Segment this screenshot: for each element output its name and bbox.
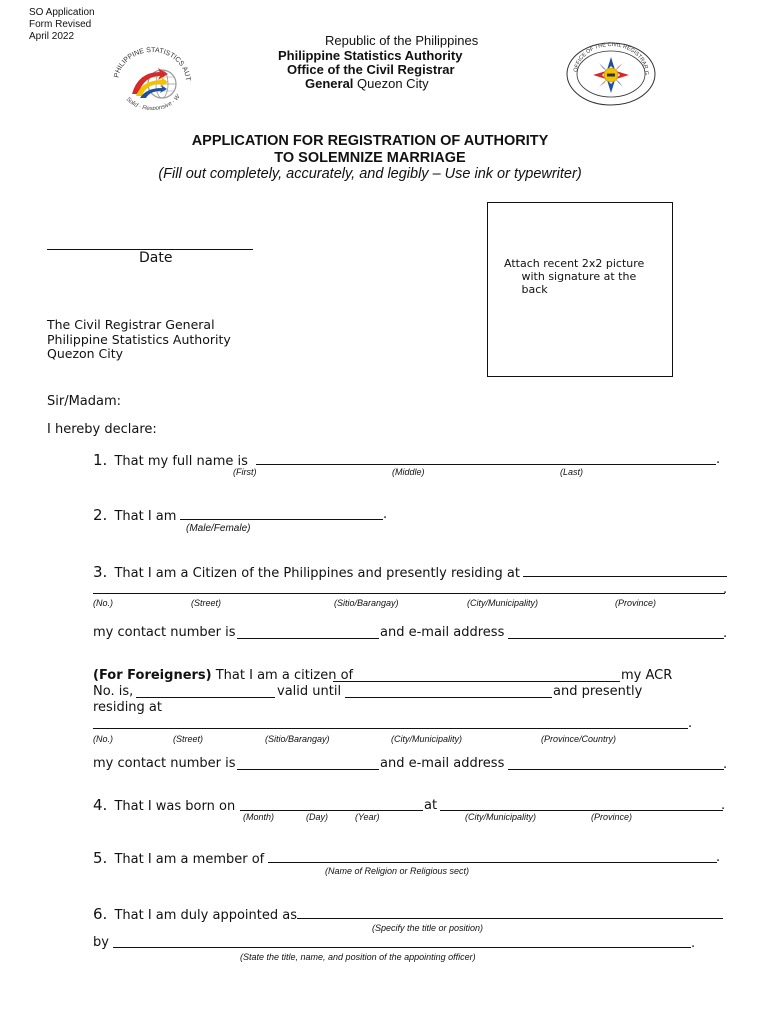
- ocrg-seal-ring-text: OFFICE OF THE CIVIL REGISTRAR G: [573, 41, 650, 76]
- presently-label: and presently: [553, 684, 643, 699]
- declare-text: I hereby declare:: [47, 422, 157, 437]
- item-5: [93, 849, 264, 867]
- caption-religion: (Name of Religion or Religious sect): [325, 866, 470, 876]
- full-name-field[interactable]: [256, 464, 716, 465]
- psa-logo-motto: Solid · Responsive · W: [124, 93, 182, 110]
- caption-sitio: (Sitio/Barangay): [265, 734, 330, 744]
- item-6-period: .: [691, 936, 696, 951]
- caption-province-country: (Province/Country): [541, 734, 617, 744]
- valid-until-label: valid until: [277, 684, 342, 699]
- form-id-line: Form Revised: [29, 19, 92, 30]
- addressee-line: Quezon City: [47, 346, 124, 361]
- header-general: General: [305, 76, 354, 91]
- header-office: Office of the Civil Registrar: [287, 62, 455, 77]
- foreigner-text: That I am a citizen of: [211, 668, 354, 683]
- caption-last: (Last): [560, 467, 584, 477]
- item-6: [93, 905, 297, 923]
- form-id-line: SO Application: [29, 7, 95, 18]
- item-1: [93, 451, 248, 469]
- caption-middle: (Middle): [392, 467, 425, 477]
- caption-city: (City/Municipality): [391, 734, 463, 744]
- psa-logo-ring-text: PHILIPPINE STATISTICS AUT: [113, 46, 192, 82]
- item-3-number: 3.: [93, 563, 108, 581]
- caption-appointing-officer: (State the title, name, and position of the appointing officer): [240, 952, 476, 962]
- item-1-text: That my full name is: [114, 454, 248, 469]
- caption-month: (Month): [243, 812, 275, 822]
- caption-street: (Street): [191, 598, 222, 608]
- birth-date-field[interactable]: [240, 810, 423, 811]
- appointing-officer-field[interactable]: [113, 947, 691, 948]
- valid-until-field[interactable]: [345, 697, 552, 698]
- item-6-number: 6.: [93, 905, 108, 923]
- item-6-text: That I am duly appointed as: [114, 908, 297, 923]
- contact-period: .: [723, 626, 728, 641]
- by-label: by: [93, 935, 109, 950]
- foreigner-line-1: [93, 668, 353, 683]
- item-4-text: That I was born on: [114, 799, 236, 814]
- caption-no: (No.): [93, 734, 113, 744]
- item-1-period: .: [716, 452, 721, 467]
- caption-province: (Province): [615, 598, 657, 608]
- form-title: [0, 133, 740, 167]
- item-2-text: That I am: [114, 509, 177, 524]
- addressee: [47, 318, 231, 362]
- foreigner-tag: (For Foreigners): [93, 668, 212, 683]
- photo-box-instruction: Attach recent 2x2 picture with signature at the back: [504, 257, 645, 296]
- item-2-period: .: [383, 507, 388, 522]
- item-2-number: 2.: [93, 506, 108, 524]
- date-label: Date: [139, 250, 173, 266]
- item-5-text: That I am a member of: [114, 852, 265, 867]
- foreign-contact-number-field[interactable]: [237, 769, 379, 770]
- acr-number-field[interactable]: [136, 697, 275, 698]
- contact-period: .: [723, 757, 728, 772]
- form-id-line: April 2022: [29, 31, 75, 42]
- item-2: [93, 506, 176, 524]
- form-instruction: (Fill out completely, accurately, and legibly – Use ink or typewriter): [158, 166, 582, 182]
- acr-no-label: No. is,: [93, 684, 134, 699]
- caption-province: (Province): [591, 812, 633, 822]
- item-3: [93, 563, 520, 581]
- form-title-line1: APPLICATION FOR REGISTRATION OF AUTHORITY: [191, 133, 549, 149]
- item-1-number: 1.: [93, 451, 108, 469]
- form-id: [29, 7, 95, 43]
- residence-field-a[interactable]: [523, 576, 727, 577]
- caption-no: (No.): [93, 598, 113, 608]
- header-location: [305, 76, 429, 91]
- caption-title-position: (Specify the title or position): [372, 923, 484, 933]
- item-5-period: .: [716, 850, 721, 865]
- salutation: Sir/Madam:: [47, 394, 122, 409]
- appointed-as-field[interactable]: [297, 918, 723, 919]
- item-3-period: .: [723, 582, 728, 597]
- birth-place-field[interactable]: [440, 810, 723, 811]
- item-4-period: .: [721, 798, 726, 813]
- addressee-line: The Civil Registrar General: [47, 317, 215, 332]
- acr-label: my ACR: [621, 668, 673, 683]
- form-title-line2: TO SOLEMNIZE MARRIAGE: [274, 150, 466, 166]
- psa-logo: [104, 42, 200, 110]
- email-field[interactable]: [508, 638, 724, 639]
- caption-day: (Day): [306, 812, 328, 822]
- contact-label: my contact number is: [93, 625, 236, 640]
- foreign-period: .: [688, 716, 693, 731]
- caption-first: (First): [233, 467, 257, 477]
- at-label: at: [424, 798, 438, 813]
- item-5-number: 5.: [93, 849, 108, 867]
- email-label: and e-mail address: [380, 625, 505, 640]
- foreign-citizenship-field[interactable]: [333, 681, 620, 682]
- item-4-number: 4.: [93, 796, 108, 814]
- caption-year: (Year): [355, 812, 380, 822]
- contact-number-field[interactable]: [237, 638, 379, 639]
- residence-field-b[interactable]: [93, 593, 725, 594]
- photo-box[interactable]: [487, 202, 673, 377]
- caption-male-female: (Male/Female): [186, 523, 251, 534]
- header-agency: Philippine Statistics Authority: [278, 48, 463, 63]
- header-city: Quezon City: [353, 76, 429, 91]
- caption-city: (City/Municipality): [467, 598, 539, 608]
- addressee-line: Philippine Statistics Authority: [47, 331, 231, 347]
- sex-field[interactable]: [180, 519, 383, 520]
- residing-at-label: residing at: [93, 700, 162, 715]
- contact-label: my contact number is: [93, 756, 236, 771]
- foreign-residence-field[interactable]: [93, 728, 688, 729]
- foreign-email-field[interactable]: [508, 769, 724, 770]
- item-3-text: That I am a Citizen of the Philippines and presently residing at: [114, 566, 520, 581]
- ocrg-seal-logo: [565, 41, 657, 107]
- email-label: and e-mail address: [380, 756, 505, 771]
- caption-street: (Street): [173, 734, 204, 744]
- item-4: [93, 796, 235, 814]
- header-republic: Republic of the Philippines: [325, 33, 479, 48]
- religion-field[interactable]: [268, 862, 717, 863]
- caption-sitio: (Sitio/Barangay): [334, 598, 399, 608]
- caption-city: (City/Municipality): [465, 812, 537, 822]
